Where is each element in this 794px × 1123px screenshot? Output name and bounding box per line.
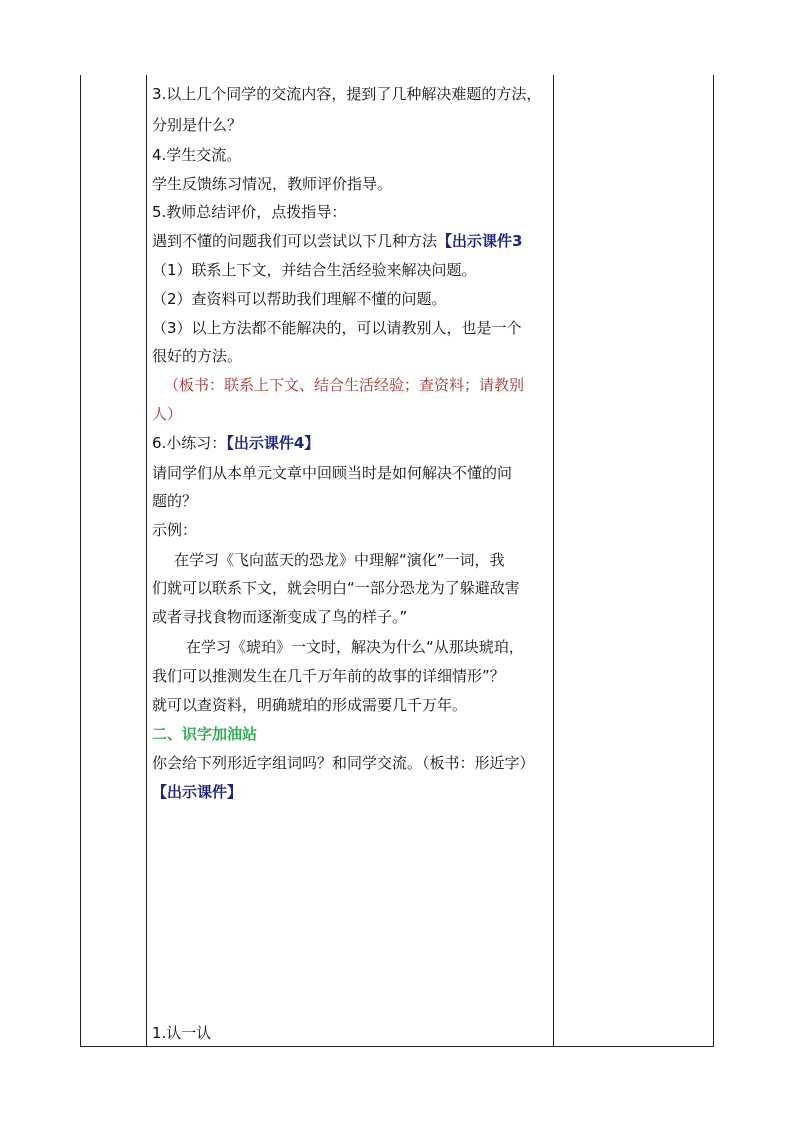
- board-note: （板书：联系上下文、结合生活经验；查资料；请教别: [164, 376, 525, 394]
- text-line: 5.教师总结评价，点拨指导：: [152, 203, 347, 221]
- courseware-tag: 【出示课件4】: [226, 434, 320, 452]
- text-line: 我们可以推测发生在几千万年前的故事的详细情形”？: [152, 667, 505, 685]
- text-line: 就可以查资料，明确琥珀的形成需要几千万年。: [152, 696, 468, 714]
- text-line: （1）联系上下文，并结合生活经验来解决问题。: [152, 261, 477, 279]
- text-segment: 遇到不懂的问题我们可以尝试以下几种方法: [152, 232, 438, 250]
- text-line: 3.以上几个同学的交流内容，提到了几种解决难题的方法，: [152, 85, 542, 103]
- courseware-tag: 【出示课件3: [437, 232, 523, 250]
- text-line: 4.学生交流。: [152, 146, 242, 164]
- text-line: 在学习《飞向蓝天的恐龙》中理解“演化”一词，我: [174, 551, 505, 569]
- text-line: [152, 230, 554, 252]
- text-line: （2）查资料可以帮助我们理解不懂的问题。: [152, 290, 447, 308]
- text-line: 在学习《琥珀》一文时，解决为什么“从那块琥珀，: [186, 638, 524, 656]
- text-line: 或者寻找食物而逐渐变成了鸟的样子。”: [152, 608, 408, 626]
- board-note: 人）: [152, 405, 183, 423]
- text-line: 示例：: [152, 521, 198, 539]
- text-line: （3）以上方法都不能解决的，可以请教别人，也是一个: [152, 319, 522, 337]
- text-line: 题的？: [152, 492, 198, 510]
- text-line: 你会给下列形近字组词吗？和同学交流。（板书：形近字）: [152, 754, 535, 772]
- table-border-bottom: [80, 1046, 714, 1047]
- table-border-left: [80, 75, 81, 1047]
- text-line: 1.认一认: [152, 1024, 212, 1042]
- text-line: 们就可以联系下文，就会明白“一部分恐龙为了躲避敌害: [152, 579, 520, 597]
- text-line: [152, 432, 319, 454]
- text-line: 请同学们从本单元文章中回顾当时是如何解决不懂的问: [152, 464, 513, 482]
- text-segment: 6.小练习：: [152, 434, 227, 452]
- courseware-tag: 【出示课件】: [152, 783, 243, 801]
- text-line: 分别是什么？: [152, 116, 243, 134]
- table-border-col1: [146, 75, 147, 1047]
- text-line: 很好的方法。: [152, 347, 243, 365]
- table-border-right: [713, 75, 714, 1047]
- section-heading: 二、识字加油站: [152, 725, 258, 743]
- text-line: 学生反馈练习情况，教师评价指导。: [152, 175, 393, 193]
